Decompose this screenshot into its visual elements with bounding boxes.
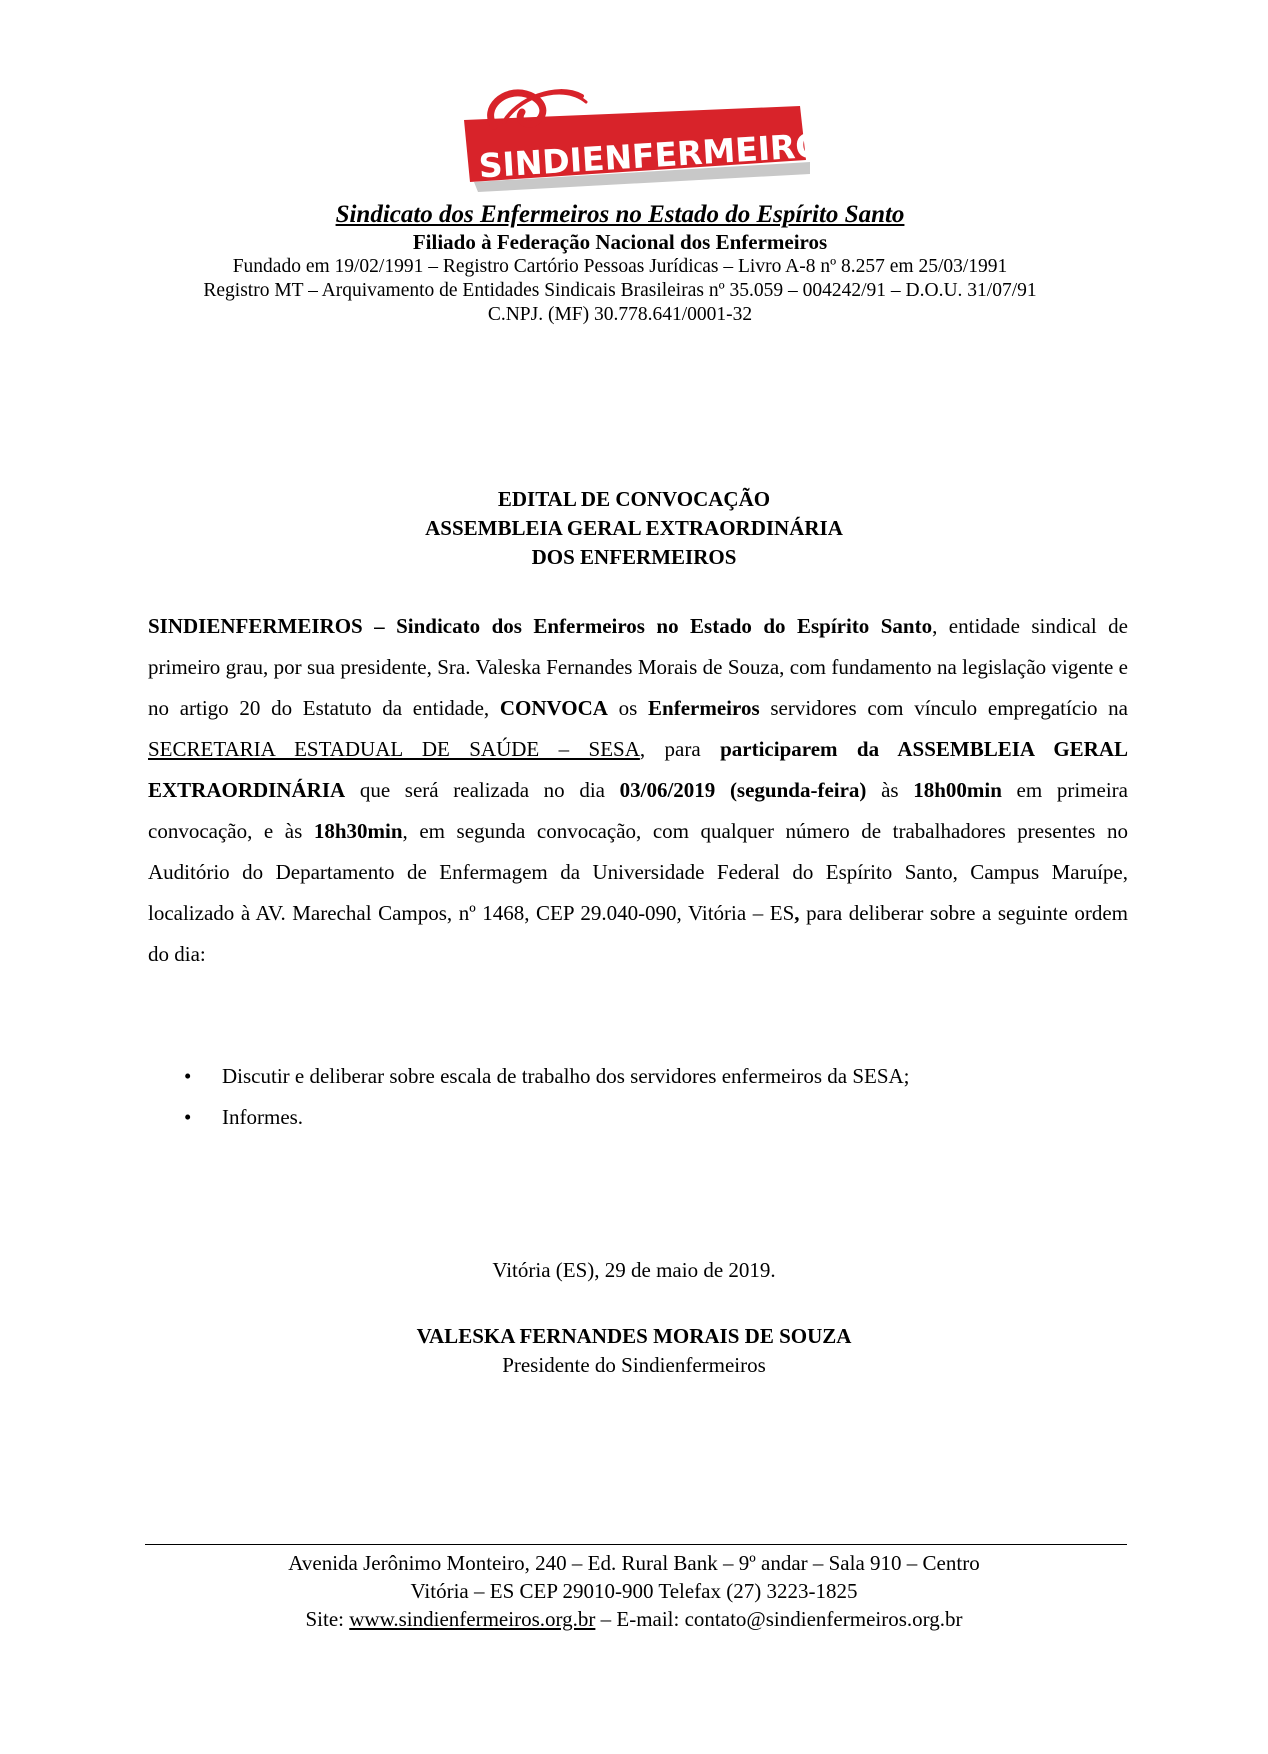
body-time-2: 18h30min xyxy=(313,819,403,843)
footer-divider xyxy=(145,1544,1127,1545)
agenda-item xyxy=(148,1097,1128,1138)
body-text-1: , entidade sindical de primeiro grau, por sua presidente, Sra. Valeska Fernandes Morais de Souza, com fundamento na legislação vigente e no artigo 20 do Estatuto da entidade, xyxy=(148,614,1128,720)
cnpj-line: C.NPJ. (MF) 30.778.641/0001-32 xyxy=(487,304,753,325)
footer-city: Vitória – ES CEP 29010-900 Telefax (27) 3223-1825 xyxy=(410,1579,858,1603)
email-address[interactable]: contato@sindienfermeiros.org.br xyxy=(684,1607,963,1631)
letterhead xyxy=(0,200,1240,327)
body-text-5: que será realizada no dia xyxy=(345,778,620,802)
bullet-icon: • xyxy=(184,1064,192,1088)
site-link[interactable]: www.sindienfermeiros.org.br xyxy=(349,1607,596,1631)
body-org-name: SINDIENFERMEIROS – Sindicato dos Enfermeiros no Estado do Espírito Santo xyxy=(148,614,933,638)
registry-line-2: Registro MT – Arquivamento de Entidades Sindicais Brasileiras nº 35.059 – 004242/91 – D.O.U. 31/07/91 xyxy=(203,280,1037,301)
title-line-3: DOS ENFERMEIROS xyxy=(531,545,737,569)
body-enfermeiros: Enfermeiros xyxy=(648,696,760,720)
registry-line-1: Fundado em 19/02/1991 – Registro Cartório Pessoas Jurídicas – Livro A-8 nº 8.257 em 25/03/1991 xyxy=(232,256,1008,277)
agenda-list xyxy=(148,1056,1128,1138)
site-label: Site: xyxy=(305,1607,350,1631)
body-text-2: os xyxy=(607,696,649,720)
logo-wordmark: SINDIENFERMEIROS xyxy=(477,124,849,186)
signer-name: VALESKA FERNANDES MORAIS DE SOUZA xyxy=(416,1324,852,1348)
date-line: Vitória (ES), 29 de maio de 2019. xyxy=(492,1258,776,1282)
body-convoca: CONVOCA xyxy=(499,696,608,720)
body-text-6: às xyxy=(866,778,914,802)
title-line-1: EDITAL DE CONVOCAÇÃO xyxy=(497,487,771,511)
footer xyxy=(0,1549,1268,1633)
body-time-1: 18h00min xyxy=(913,778,1002,802)
email-label: – E-mail: xyxy=(595,1607,685,1631)
agenda-item-text: Informes. xyxy=(222,1105,304,1129)
sindienfermeiros-logo xyxy=(464,78,849,190)
body-sesa: SECRETARIA ESTADUAL DE SAÚDE – SESA xyxy=(148,737,640,761)
title-line-2: ASSEMBLEIA GERAL EXTRAORDINÁRIA xyxy=(425,516,843,540)
body-text-9: para deliberar sobre a seguinte ordem do dia: xyxy=(148,901,1128,966)
agenda-item-text: Discutir e deliberar sobre escala de trabalho dos servidores enfermeiros da SESA; xyxy=(222,1064,910,1088)
convocation-paragraph xyxy=(148,606,1128,975)
body-date: 03/06/2019 (segunda-feira) xyxy=(619,778,867,802)
document-title xyxy=(0,485,1268,572)
affiliation: Filiado à Federação Nacional dos Enfermeiros xyxy=(412,230,828,254)
signature-block xyxy=(0,1322,1268,1380)
org-name: Sindicato dos Enfermeiros no Estado do Espírito Santo xyxy=(335,201,905,228)
body-text-4: , para xyxy=(639,737,721,761)
signer-role: Presidente do Sindienfermeiros xyxy=(502,1353,766,1377)
body-comma: , xyxy=(794,901,800,925)
body-participarem: participarem da ASSEMBLEIA GERAL EXTRAORDINÁRIA xyxy=(148,737,1128,802)
agenda-item xyxy=(148,1056,1128,1097)
footer-contact xyxy=(0,1605,1268,1633)
body-text-8: , em segunda convocação, com qualquer número de trabalhadores presentes no Auditório do Departamento de Enfermagem da Universidade Federal do Espírito Santo, Campus Maruípe, localizado à AV. Marechal Campos, nº 1468, CEP 29.040-090, Vitória – ES xyxy=(148,819,1128,925)
body-text-7: em primeira convocação, e às xyxy=(148,778,1128,843)
body-text-3: servidores com vínculo empregatício na xyxy=(759,696,1129,720)
footer-address: Avenida Jerônimo Monteiro, 240 – Ed. Rural Bank – 9º andar – Sala 910 – Centro xyxy=(288,1551,980,1575)
bullet-icon: • xyxy=(184,1105,192,1129)
